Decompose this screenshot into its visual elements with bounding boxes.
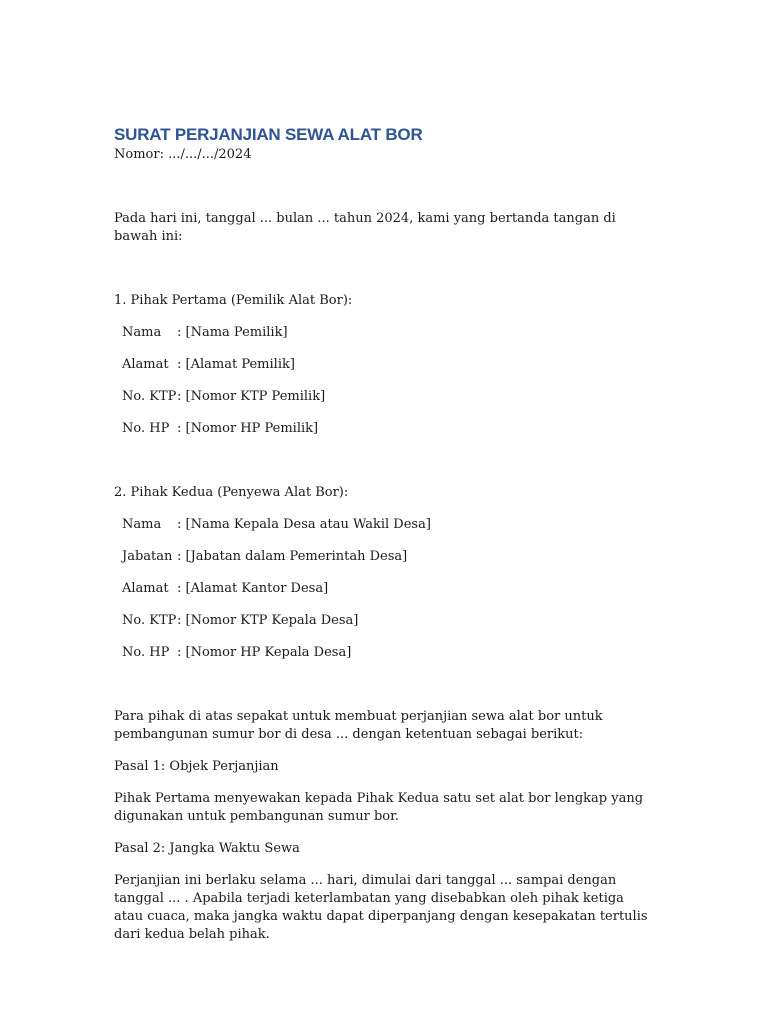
field-label: Jabatan (122, 549, 173, 564)
pihak-kedua-row-hp (114, 644, 654, 662)
pasal-2-heading: Pasal 2: Jangka Waktu Sewa (114, 841, 300, 856)
document-title: SURAT PERJANJIAN SEWA ALAT BOR (114, 125, 423, 144)
field-value: : [Alamat Kantor Desa] (177, 581, 329, 596)
field-value: : [Nomor HP Pemilik] (177, 421, 319, 436)
field-label: Nama (122, 325, 162, 340)
field-value: : [Nomor KTP Pemilik] (177, 389, 326, 404)
pihak-pertama-heading: 1. Pihak Pertama (Pemilik Alat Bor): (114, 293, 353, 308)
field-label: No. HP (122, 645, 170, 660)
opening-paragraph: Pada hari ini, tanggal ... bulan ... tahun 2024, kami yang bertanda tangan di bawah ini: (114, 211, 616, 244)
field-label: No. HP (122, 421, 170, 436)
pihak-kedua-row-nama (114, 516, 654, 534)
pihak-pertama-row-hp (114, 420, 654, 438)
pihak-kedua-heading: 2. Pihak Kedua (Penyewa Alat Bor): (114, 485, 349, 500)
field-value: : [Nomor KTP Kepala Desa] (177, 613, 359, 628)
field-label: No. KTP (122, 389, 177, 404)
agreement-intro-paragraph: Para pihak di atas sepakat untuk membuat perjanjian sewa alat bor untuk pembangunan sumur bor di desa ... dengan ketentuan sebagai berikut: (114, 709, 603, 742)
pihak-pertama-row-ktp (114, 388, 654, 406)
pihak-kedua-row-jabatan (114, 548, 654, 566)
document-number: Nomor: .../.../.../2024 (114, 147, 252, 162)
pihak-pertama-row-nama (114, 324, 654, 342)
field-value: : [Nomor HP Kepala Desa] (177, 645, 352, 660)
pasal-1-heading: Pasal 1: Objek Perjanjian (114, 759, 279, 774)
field-label: Alamat (122, 357, 169, 372)
pihak-kedua-row-alamat (114, 580, 654, 598)
document-body (114, 124, 654, 944)
field-value: : [Nama Kepala Desa atau Wakil Desa] (177, 517, 431, 532)
field-label: Nama (122, 517, 162, 532)
field-value: : [Jabatan dalam Pemerintah Desa] (177, 549, 408, 564)
pasal-1-body: Pihak Pertama menyewakan kepada Pihak Kedua satu set alat bor lengkap yang digunakan untuk pembangunan sumur bor. (114, 791, 644, 824)
pasal-2-body: Perjanjian ini berlaku selama ... hari, dimulai dari tanggal ... sampai dengan tanggal ... . Apabila terjadi keterlambatan yang disebabkan oleh pihak ketiga atau cuaca, maka jangka waktu dapat diperpanjang dengan kesepakatan tertulis dari kedua belah pihak. (114, 873, 648, 942)
field-label: Alamat (122, 581, 169, 596)
field-value: : [Nama Pemilik] (177, 325, 288, 340)
field-label: No. KTP (122, 613, 177, 628)
pihak-kedua-row-ktp (114, 612, 654, 630)
pihak-pertama-row-alamat (114, 356, 654, 374)
field-value: : [Alamat Pemilik] (177, 357, 295, 372)
